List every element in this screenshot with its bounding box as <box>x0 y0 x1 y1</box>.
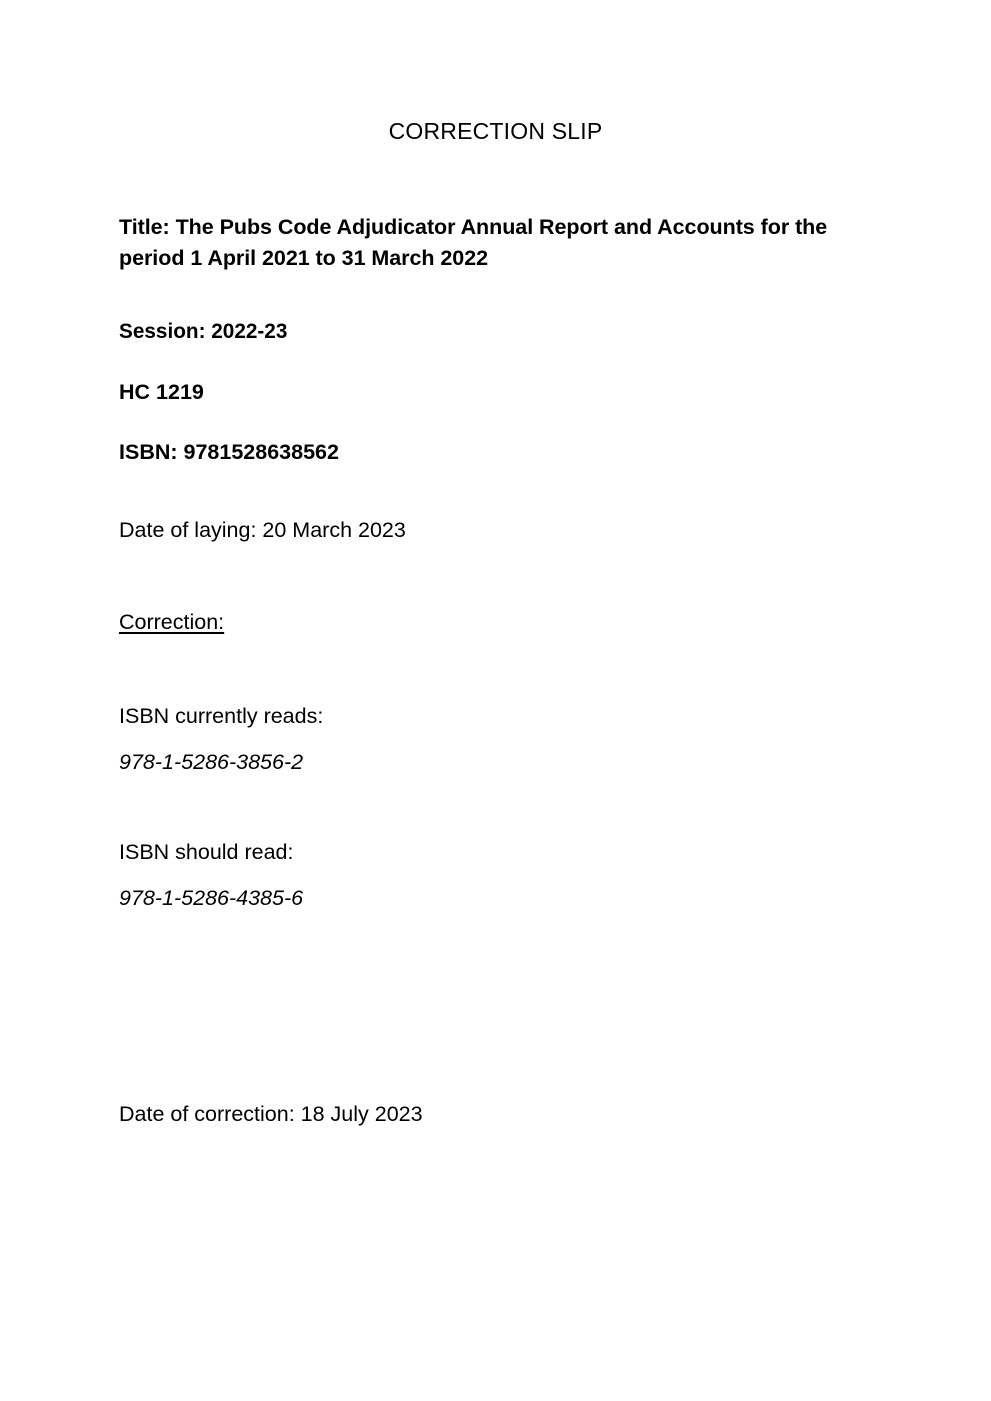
isbn-should-block <box>119 777 864 913</box>
isbn-should-label: ISBN should read: <box>119 839 294 864</box>
publication-title: Title: The Pubs Code Adjudicator Annual Report and Accounts for the period 1 April 2021 to 31 March 2022 <box>119 215 828 271</box>
isbn-current-label: ISBN currently reads: <box>119 704 324 729</box>
isbn-current-value: 978-1-5286-3856-2 <box>119 749 304 774</box>
page-title: CORRECTION SLIP <box>388 118 603 144</box>
correction-heading <box>119 545 864 637</box>
date-of-correction-line: Date of correction: 18 July 2023 <box>119 1101 423 1126</box>
correction-heading-text: Correction: <box>119 610 225 635</box>
isbn-current-block <box>119 637 864 777</box>
hc-number-line: HC 1219 <box>119 380 204 405</box>
date-of-laying-line: Date of laying: 20 March 2023 <box>119 518 406 543</box>
isbn-should-value: 978-1-5286-4385-6 <box>119 885 304 910</box>
session-line: Session: 2022-23 <box>119 319 288 344</box>
isbn-line: ISBN: 9781528638562 <box>119 440 339 465</box>
document-body <box>119 212 864 1129</box>
